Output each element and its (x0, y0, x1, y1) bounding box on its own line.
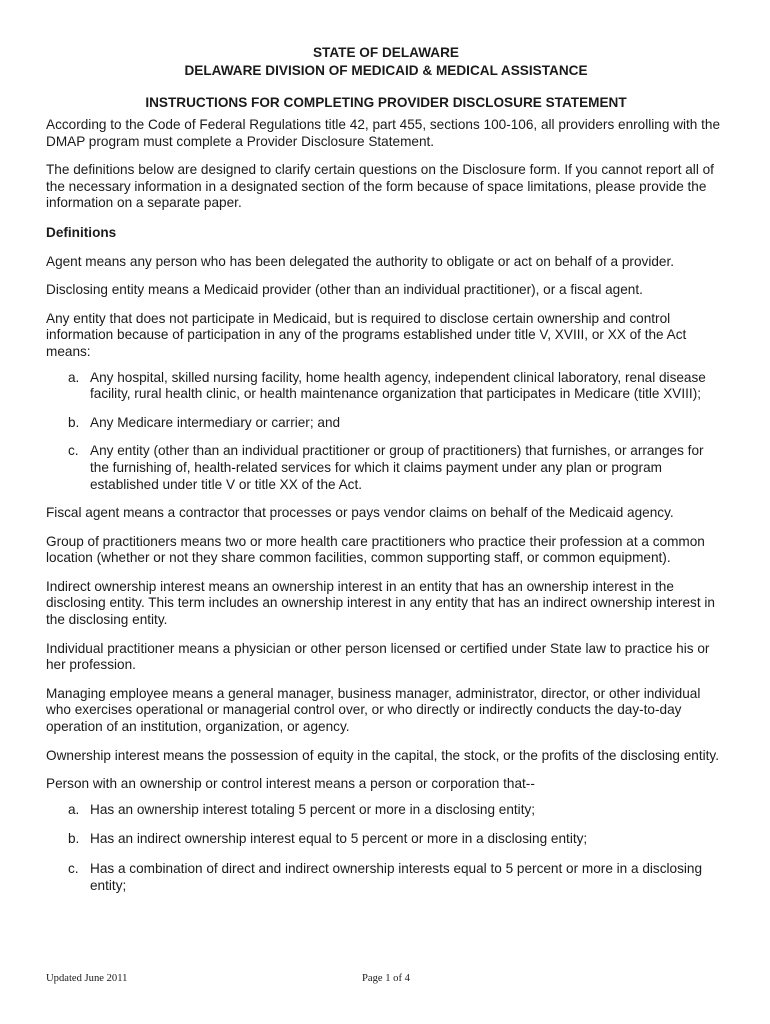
list-item (46, 415, 726, 432)
list-marker: b. (68, 831, 80, 847)
definition-indirect-ownership: Indirect ownership interest means an ownership interest in an entity that has an ownership interest in the disclosing entity. This term includes an ownership interest in any entity that has an indirect ownership interest in the disclosing entity. (46, 578, 715, 628)
list-marker: c. (68, 443, 79, 459)
definition-individual-practitioner: Individual practitioner means a physician or other person licensed or certified under State law to practice his or her profession. (46, 640, 710, 673)
list-item (46, 861, 726, 894)
list-item-text: Any hospital, skilled nursing facility, home health agency, independent clinical laboratory, renal disease facility, rural health clinic, or health maintenance organization that participates in Medicare (title XVIII); (90, 369, 706, 402)
footer-updated-date: Updated June 2011 (46, 973, 128, 984)
list-item (46, 831, 726, 848)
header-state: STATE OF DELAWARE (312, 45, 459, 60)
page-title: INSTRUCTIONS FOR COMPLETING PROVIDER DISCLOSURE STATEMENT (145, 95, 627, 110)
list-item-text: Has an ownership interest totaling 5 percent or more in a disclosing entity; (90, 801, 536, 817)
intro-paragraph-2: The definitions below are designed to clarify certain questions on the Disclosure form. If you cannot report all of the necessary information in a designated section of the form because of space limitations, please provide the information on a separate paper. (46, 162, 714, 211)
definition-ownership-interest: Ownership interest means the possession of equity in the capital, the stock, or the profits of the disclosing entity. (46, 747, 719, 763)
list-marker: a. (68, 369, 80, 385)
list-item-text: Any entity (other than an individual practitioner or group of practitioners) that furnishes, or arranges for the furnishing of, health-related services for which it claims payment under any plan or program established under title V or title XX of the Act. (90, 443, 704, 492)
definition-person-with-interest: Person with an ownership or control interest means a person or corporation that-- (46, 776, 535, 792)
list-item-text: Has an indirect ownership interest equal to 5 percent or more in a disclosing entity; (90, 831, 588, 847)
list-item-text: Any Medicare intermediary or carrier; and (90, 414, 341, 430)
list-item (46, 443, 726, 493)
intro-paragraph-1: According to the Code of Federal Regulations title 42, part 455, sections 100-106, all providers enrolling with the DMAP program must complete a Provider Disclosure Statement. (46, 117, 721, 149)
definition-fiscal-agent: Fiscal agent means a contractor that processes or pays vendor claims on behalf of the Medicaid agency. (46, 505, 674, 521)
document-page (46, 44, 726, 907)
definition-agent: Agent means any person who has been delegated the authority to obligate or act on behalf of a provider. (46, 253, 675, 269)
person-interest-list (46, 802, 726, 894)
definitions-heading: Definitions (46, 224, 117, 240)
definition-disclosing-entity: Disclosing entity means a Medicaid provider (other than an individual practitioner), or a fiscal agent. (46, 282, 643, 298)
header-division: DELAWARE DIVISION OF MEDICAID & MEDICAL ASSISTANCE (184, 63, 588, 78)
other-entity-list (46, 370, 726, 494)
list-marker: c. (68, 861, 79, 876)
definition-other-entity: Any entity that does not participate in Medicaid, but is required to disclose certain ownership and control information because of participation in any of the programs established under title V, XVIII, or XX of the Act means: (46, 310, 687, 359)
list-marker: a. (68, 801, 80, 817)
footer-page-number: Page 1 of 4 (362, 973, 410, 984)
list-item (46, 370, 726, 403)
definition-managing-employee: Managing employee means a general manager, business manager, administrator, director, or other individual who exercises operational or managerial control over, or who directly or indirectly conducts the day-to-day operation of an institution, organization, or agency. (46, 685, 701, 735)
list-item (46, 802, 726, 819)
definition-group-of-practitioners: Group of practitioners means two or more health care practitioners who practice their profession at a common location (whether or not they share common facilities, common supporting staff, or common equipment). (46, 533, 705, 566)
list-item-text: Has a combination of direct and indirect ownership interests equal to 5 percent or more in a disclosing entity; (90, 861, 703, 893)
list-marker: b. (68, 414, 80, 430)
